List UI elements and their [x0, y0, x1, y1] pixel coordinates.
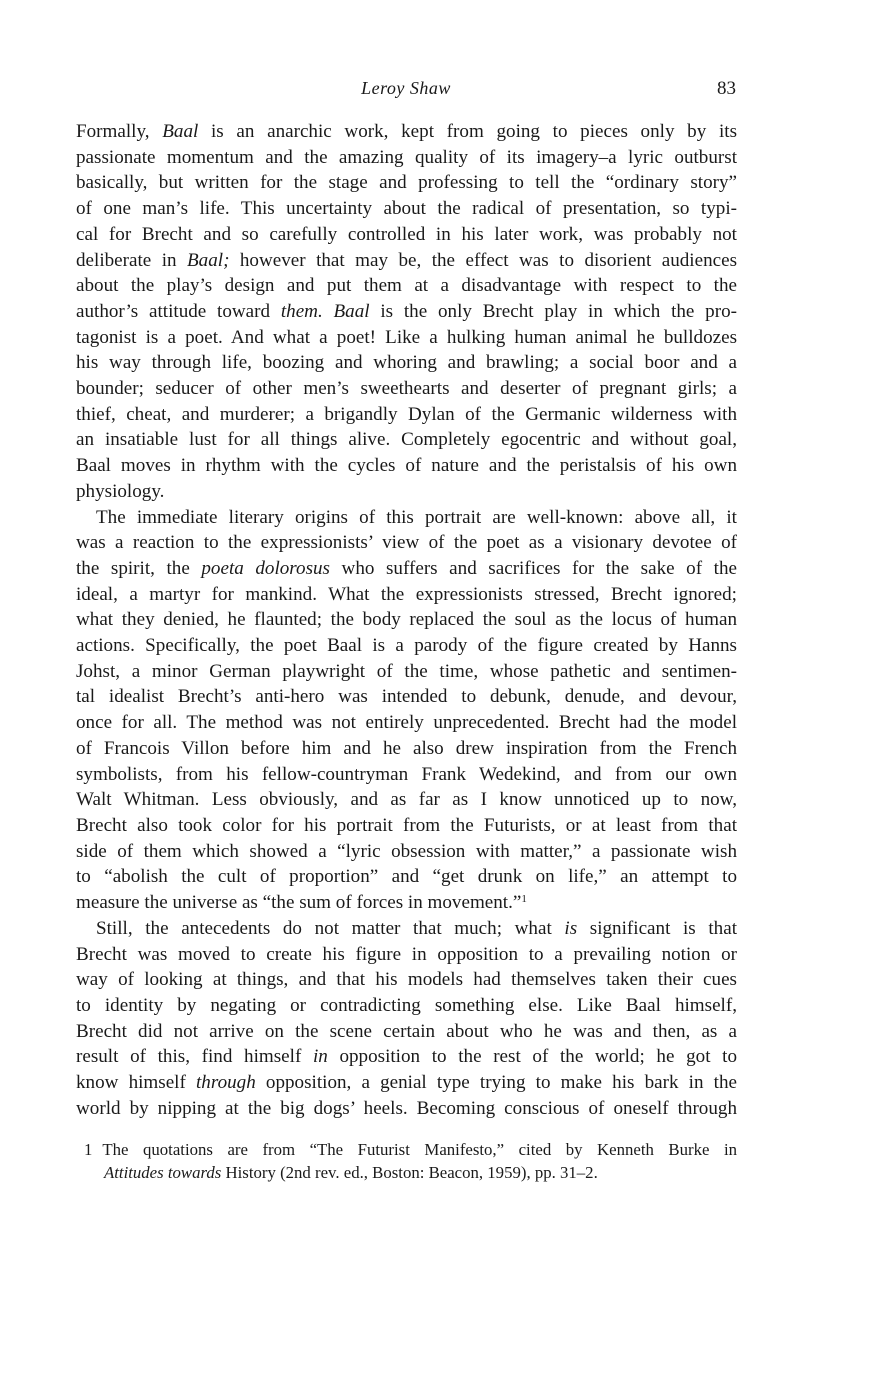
text-line: of Francois Villon before him and he also drew inspiration from the French	[76, 737, 737, 759]
page-number: 83	[717, 78, 736, 99]
text-line: about the play’s design and put them at a disadvantage with respect to the	[76, 275, 737, 297]
footnote-mark: 1	[84, 1140, 93, 1159]
text-line: cal for Brecht and so carefully controlled in his later work, was probably not	[76, 223, 737, 245]
text-line: actions. Specifically, the poet Baal is a parody of the figure created by Hanns	[76, 635, 737, 657]
text-line: to identity by negating or contradicting something else. Like Baal himself,	[76, 994, 737, 1016]
paragraph-1	[76, 119, 737, 505]
text-line: Brecht also took color for his portrait from the Futurists, or at least from that	[76, 814, 737, 836]
text-line: ideal, a martyr for mankind. What the expressionists stressed, Brecht ignored;	[76, 583, 737, 605]
text-line: thief, cheat, and murderer; a brigandly Dylan of the Germanic wilderness with	[76, 403, 737, 425]
text-line: side of them which showed a “lyric obsession with matter,” a passionate wish	[76, 840, 737, 862]
text-line: his way through life, boozing and whoring and brawling; a social boor and a	[76, 352, 737, 374]
text-line: symbolists, from his fellow-countryman Frank Wedekind, and from our own	[76, 763, 737, 785]
footnote-reference: 1	[521, 893, 527, 906]
paragraph-3	[76, 916, 737, 1122]
text-line: passionate momentum and the amazing quality of its imagery–a lyric outburst	[76, 146, 737, 168]
text-line: what they denied, he flaunted; the body replaced the soul as the locus of human	[76, 609, 737, 631]
text-line: of one man’s life. This uncertainty about the radical of presentation, so typi-	[76, 198, 737, 220]
text-line: know himself through opposition, a genial type trying to make his bark in the	[76, 1072, 737, 1094]
text-line: Baal moves in rhythm with the cycles of nature and the peristalsis of his own	[76, 455, 737, 477]
text-line: way of looking at things, and that his models had themselves taken their cues	[76, 969, 737, 991]
footnote-book-title: Attitudes towards	[104, 1163, 222, 1182]
text-line: Brecht was moved to create his figure in opposition to a prevailing notion or	[76, 943, 737, 965]
footnote	[84, 1138, 737, 1184]
text-line: tagonist is a poet. And what a poet! Like a hulking human animal he bulldozes	[76, 326, 737, 348]
text-line: the spirit, the poeta dolorosus who suffers and sacrifices for the sake of the	[76, 557, 737, 579]
text-line: Brecht did not arrive on the scene certain about who he was and then, as a	[76, 1020, 737, 1042]
text-line: was a reaction to the expressionists’ view of the poet as a visionary devotee of	[76, 532, 737, 554]
footnote-line-1	[84, 1138, 737, 1161]
text-line: to “abolish the cult of proportion” and “get drunk on life,” an attempt to	[76, 866, 737, 888]
text-line: bounder; seducer of other men’s sweethearts and deserter of pregnant girls; a	[76, 378, 737, 400]
text-line: once for all. The method was not entirely unprecedented. Brecht had the model	[76, 712, 737, 734]
text-line: Johst, a minor German playwright of the time, whose pathetic and sentimen-	[76, 660, 737, 682]
text-line: tal idealist Brecht’s anti-hero was intended to debunk, denude, and devour,	[76, 686, 737, 708]
text-line: author’s attitude toward them. Baal is the only Brecht play in which the pro-	[76, 300, 737, 322]
text-line: Walt Whitman. Less obviously, and as far as I know unnoticed up to now,	[76, 789, 737, 811]
paragraph-2	[76, 505, 737, 916]
text-line: deliberate in Baal; however that may be, the effect was to disorient audiences	[76, 249, 737, 271]
footnote-text-1: The quotations are from “The Futurist Manifesto,” cited by Kenneth Burke in	[102, 1140, 737, 1159]
text-line: physiology.	[76, 480, 165, 502]
running-head-author: Leroy Shaw	[361, 78, 451, 98]
text-line: result of this, find himself in opposition to the rest of the world; he got to	[76, 1046, 737, 1068]
footnote-text-2: History (2nd rev. ed., Boston: Beacon, 1959), pp. 31–2.	[221, 1163, 598, 1182]
footnote-line-2	[84, 1161, 737, 1184]
running-head	[76, 74, 736, 102]
body-text	[76, 119, 737, 1121]
text-line: The immediate literary origins of this portrait are well-known: above all, it	[96, 506, 737, 528]
text-line: Still, the antecedents do not matter that much; what is significant is that	[96, 917, 737, 939]
text-line: an insatiable lust for all things alive. Completely egocentric and without goal,	[76, 429, 737, 451]
text-line: Formally, Baal is an anarchic work, kept from going to pieces only by its	[76, 121, 737, 142]
text-line: measure the universe as “the sum of forces in movement.”$^1$	[76, 892, 527, 914]
text-line: basically, but written for the stage and professing to tell the “ordinary story”	[76, 172, 737, 194]
text-line: world by nipping at the big dogs’ heels. Becoming conscious of oneself through	[76, 1097, 737, 1119]
